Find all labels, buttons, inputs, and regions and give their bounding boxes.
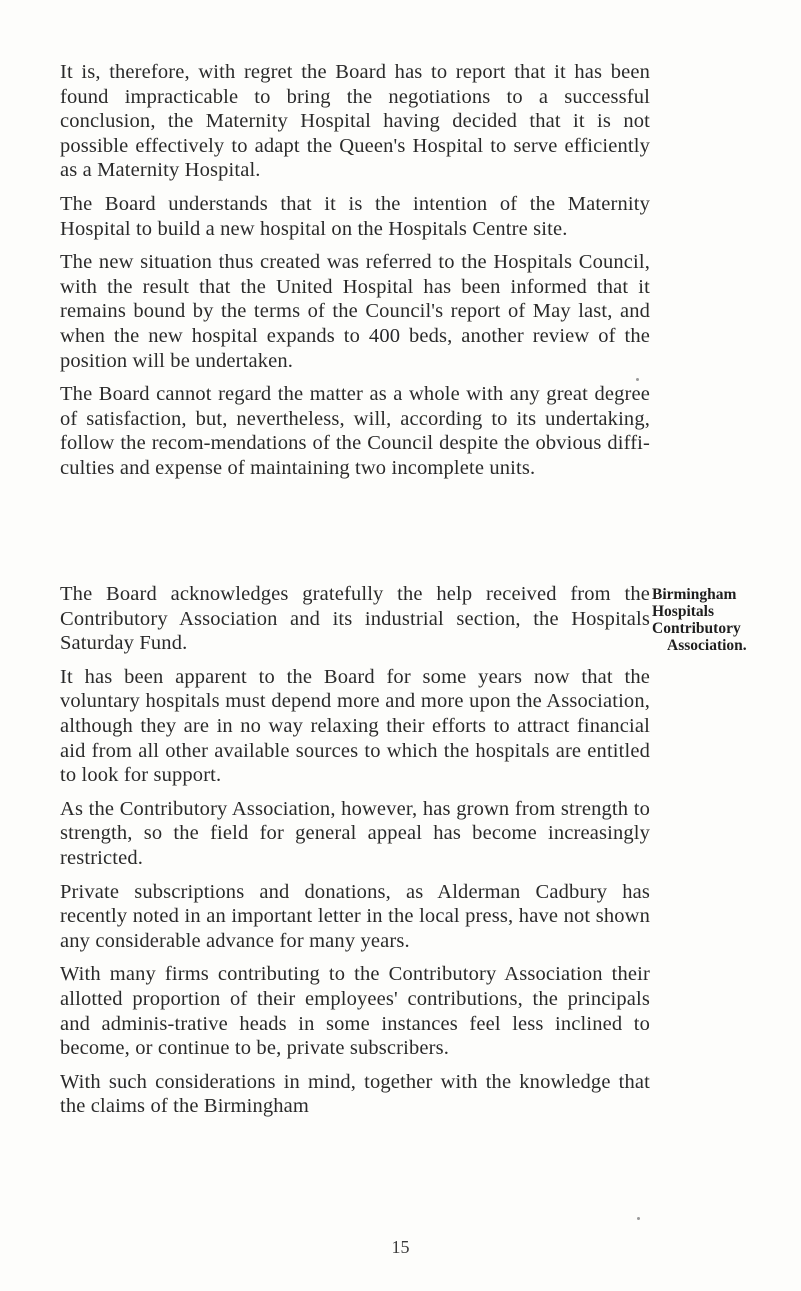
page-number: 15 bbox=[391, 1237, 410, 1257]
paragraph-maternity-intention: The Board understands that it is the intention of the Maternity Hospital to build a new hospital on the Hospitals Centre site. bbox=[60, 192, 650, 240]
paragraph-board-satisfaction: The Board cannot regard the matter as a whole with any great degree of satisfaction, but, nevertheless, will, according to its undertaking, follow the recom-mendations of the Council despite the obvious diffi-culties and expense of maintaining two incomplete units. bbox=[60, 383, 650, 479]
margin-heading-line: Association. bbox=[667, 637, 747, 654]
paragraph-negotiations: It is, therefore, with regret the Board has to report that it has been found impracticable to bring the negotiations to a successful conclusion, the Maternity Hospital having decided that it is not possible effectively to adapt the Queen's Hospital to serve efficiently as a Maternity Hospital. bbox=[60, 61, 650, 182]
text-block-bottom bbox=[60, 582, 650, 1128]
paragraph-general-appeal: As the Contributory Association, however, has grown from strength to strength, so the field for general appeal has become increasingly restricted. bbox=[60, 797, 650, 869]
paragraph-acknowledgement: The Board acknowledges gratefully the help received from the Contributory Association and its industrial section, the Hospitals Saturday Fund. bbox=[60, 583, 650, 655]
scan-speck bbox=[637, 1217, 640, 1220]
paragraph-hospitals-council: The new situation thus created was referred to the Hospitals Council, with the result that the United Hospital has been informed that it remains bound by the terms of the Council's report of May last, and when the new hospital expands to 400 beds, another review of the position will be undertaken. bbox=[60, 251, 650, 372]
scan-speck bbox=[636, 378, 639, 381]
paragraph-voluntary-hospitals: It has been apparent to the Board for some years now that the voluntary hospitals must depend more and more upon the Association, although they are in no way relaxing their efforts to attract financial aid from all other available sources to which the hospitals are entitled to look for support. bbox=[60, 665, 650, 787]
text-block-top bbox=[60, 60, 650, 490]
margin-heading-line: Hospitals bbox=[652, 603, 715, 620]
margin-heading-line: Contributory bbox=[652, 620, 741, 637]
paragraph-considerations: With such considerations in mind, together with the knowledge that the claims of the Birmingham bbox=[60, 1070, 650, 1118]
paragraph-firms-contributing: With many firms contributing to the Contributory Association their allotted proportion of their employees' contributions, the principals and adminis-trative heads in some instances feel less inclined to become, or continue to be, private subscribers. bbox=[60, 963, 650, 1060]
margin-heading-line: Birmingham bbox=[652, 586, 737, 603]
margin-heading bbox=[652, 586, 801, 654]
paragraph-private-subscriptions: Private subscriptions and donations, as Alderman Cadbury has recently noted in an important letter in the local press, have not shown any considerable advance for many years. bbox=[60, 880, 650, 952]
